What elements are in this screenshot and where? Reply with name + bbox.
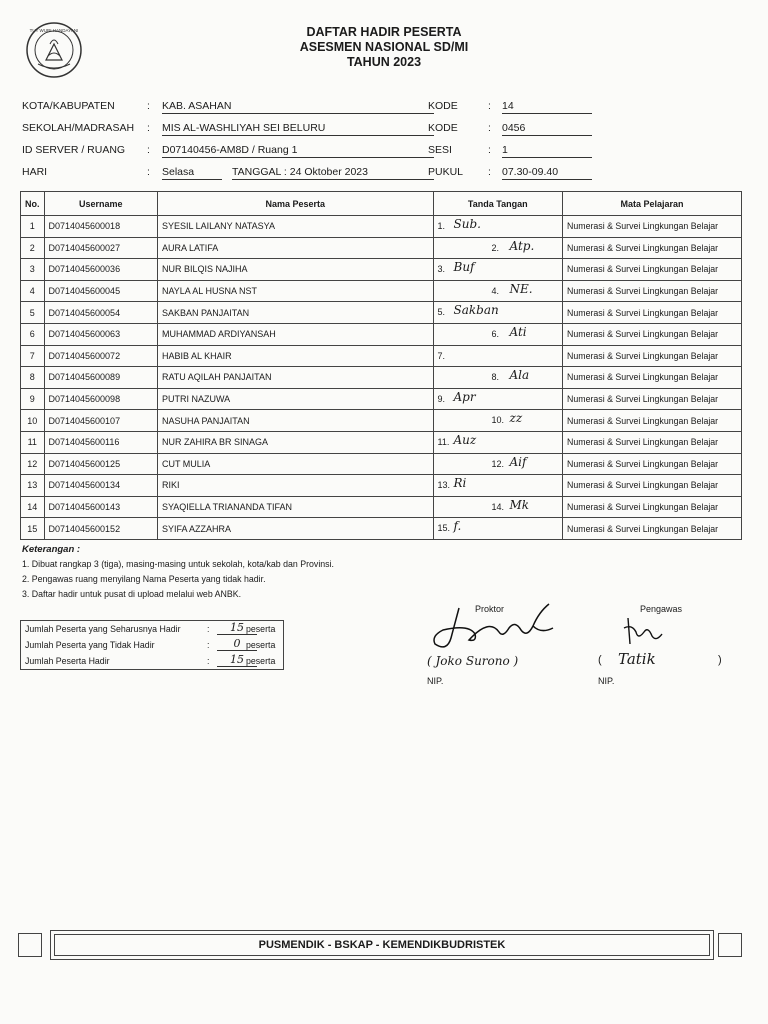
row-mata-pelajaran: Numerasi & Survei Lingkungan Belajar <box>563 431 742 453</box>
table-row <box>21 367 742 389</box>
row-nama-peserta: PUTRI NAZUWA <box>157 388 433 410</box>
row-mata-pelajaran: Numerasi & Survei Lingkungan Belajar <box>563 323 742 345</box>
handwritten-signature: f. <box>453 519 462 534</box>
row-tanda-tangan <box>433 216 563 238</box>
signature-number: 8. <box>491 372 500 383</box>
notes-block <box>22 542 334 602</box>
handwritten-signature: Buf <box>453 260 475 275</box>
row-tanda-tangan <box>433 431 563 453</box>
handwritten-signature: Auz <box>453 432 477 447</box>
row-tanda-tangan <box>433 237 563 259</box>
title-line-1: DAFTAR HADIR PESERTA <box>306 25 462 39</box>
row-username: D0714045600018 <box>44 216 157 238</box>
signature-number: 10. <box>491 415 505 426</box>
row-no: 13 <box>21 475 45 497</box>
colon: : <box>147 166 150 178</box>
row-no: 2 <box>21 237 45 259</box>
row-tanda-tangan <box>433 518 563 540</box>
row-tanda-tangan <box>433 302 563 324</box>
kota-label: KOTA/KABUPATEN <box>22 100 115 112</box>
row-tanda-tangan <box>433 280 563 302</box>
row-no: 9 <box>21 388 45 410</box>
count-value: 0 <box>217 637 257 651</box>
row-tanda-tangan <box>433 345 563 367</box>
row-no: 5 <box>21 302 45 324</box>
note-item: 2. Pengawas ruang menyilang Nama Peserta yang tidak hadir. <box>22 574 266 584</box>
table-row <box>21 475 742 497</box>
table-row <box>21 345 742 367</box>
proktor-label: Proktor <box>475 604 505 614</box>
row-username: D0714045600098 <box>44 388 157 410</box>
header-tanda-tangan: Tanda Tangan <box>433 192 563 216</box>
colon: : <box>147 122 150 134</box>
table-header-row <box>21 192 742 216</box>
row-no: 15 <box>21 518 45 540</box>
attendance-count-box <box>20 620 284 670</box>
row-mata-pelajaran: Numerasi & Survei Lingkungan Belajar <box>563 280 742 302</box>
colon: : <box>207 640 210 650</box>
row-tanda-tangan <box>433 410 563 432</box>
proktor-signature-icon <box>429 598 559 662</box>
row-tanda-tangan <box>433 259 563 281</box>
logo-text: TUT WURI HANDAYANI <box>29 28 79 33</box>
table-row <box>21 259 742 281</box>
handwritten-signature: Apr <box>453 389 476 404</box>
colon: : <box>488 144 491 156</box>
row-no: 7 <box>21 345 45 367</box>
pengawas-name: Tatik <box>618 650 656 668</box>
row-nama-peserta: NASUHA PANJAITAN <box>157 410 433 432</box>
row-nama-peserta: MUHAMMAD ARDIYANSAH <box>157 323 433 345</box>
footer-left-box <box>18 933 42 957</box>
row-nama-peserta: NUR BILQIS NAJIHA <box>157 259 433 281</box>
count-label: Jumlah Peserta yang Seharusnya Hadir <box>25 624 181 634</box>
handwritten-signature: Ala <box>509 368 530 383</box>
sesi-value: 1 <box>502 144 592 158</box>
row-username: D0714045600107 <box>44 410 157 432</box>
row-no: 1 <box>21 216 45 238</box>
row-nama-peserta: AURA LATIFA <box>157 237 433 259</box>
sesi-label: SESI <box>428 144 452 156</box>
count-label: Jumlah Peserta yang Tidak Hadir <box>25 640 155 650</box>
signature-number: 13. <box>437 480 451 491</box>
table-body <box>21 216 742 540</box>
table-row <box>21 237 742 259</box>
row-tanda-tangan <box>433 388 563 410</box>
row-username: D0714045600045 <box>44 280 157 302</box>
pukul-label: PUKUL <box>428 166 464 178</box>
row-username: D0714045600134 <box>44 475 157 497</box>
row-username: D0714045600089 <box>44 367 157 389</box>
footer-banner <box>50 930 714 960</box>
signature-number: 15. <box>437 523 451 534</box>
colon: : <box>147 100 150 112</box>
note-item: 3. Daftar hadir untuk pusat di upload melalui web ANBK. <box>22 589 242 599</box>
pengawas-nip-label: NIP. <box>598 676 615 686</box>
row-no: 6 <box>21 323 45 345</box>
row-nama-peserta: CUT MULIA <box>157 453 433 475</box>
pengawas-open-paren: ( <box>598 654 602 666</box>
row-no: 3 <box>21 259 45 281</box>
signature-number: 5. <box>437 307 446 318</box>
header-no: No. <box>21 192 45 216</box>
colon: : <box>207 624 210 634</box>
kode1-value: 14 <box>502 100 592 114</box>
row-mata-pelajaran: Numerasi & Survei Lingkungan Belajar <box>563 237 742 259</box>
title-line-3: TAHUN 2023 <box>346 55 422 69</box>
row-mata-pelajaran: Numerasi & Survei Lingkungan Belajar <box>563 410 742 432</box>
signature-number: 6. <box>491 328 500 339</box>
colon: : <box>488 122 491 134</box>
count-row-expected <box>21 621 283 637</box>
signature-number: 7. <box>437 350 446 361</box>
table-row <box>21 496 742 518</box>
title-line-2: ASESMEN NASIONAL SD/MI <box>299 40 469 54</box>
count-row-absent <box>21 637 283 653</box>
pengawas-signature-block <box>596 598 736 688</box>
row-tanda-tangan <box>433 496 563 518</box>
row-mata-pelajaran: Numerasi & Survei Lingkungan Belajar <box>563 518 742 540</box>
colon: : <box>207 656 210 666</box>
row-nama-peserta: NUR ZAHIRA BR SINAGA <box>157 431 433 453</box>
row-nama-peserta: NAYLA AL HUSNA NST <box>157 280 433 302</box>
proktor-signature-block <box>425 598 565 688</box>
row-mata-pelajaran: Numerasi & Survei Lingkungan Belajar <box>563 345 742 367</box>
row-mata-pelajaran: Numerasi & Survei Lingkungan Belajar <box>563 388 742 410</box>
signature-number: 11. <box>437 436 450 447</box>
count-unit: peserta <box>246 640 276 650</box>
row-mata-pelajaran: Numerasi & Survei Lingkungan Belajar <box>563 216 742 238</box>
handwritten-signature: Atp. <box>509 238 535 253</box>
row-nama-peserta: HABIB AL KHAIR <box>157 345 433 367</box>
pukul-value: 07.30-09.40 <box>502 166 592 180</box>
info-row-hari <box>22 162 742 182</box>
row-nama-peserta: SYAQIELLA TRIANANDA TIFAN <box>157 496 433 518</box>
signature-number: 2. <box>491 242 500 253</box>
table-row <box>21 453 742 475</box>
count-unit: peserta <box>246 624 276 634</box>
row-tanda-tangan <box>433 475 563 497</box>
table-row <box>21 518 742 540</box>
signature-number: 1. <box>437 221 446 231</box>
row-username: D0714045600027 <box>44 237 157 259</box>
row-nama-peserta: RIKI <box>157 475 433 497</box>
tanggal-value: TANGGAL : 24 Oktober 2023 <box>232 166 434 180</box>
signature-number: 3. <box>437 264 446 275</box>
row-no: 10 <box>21 410 45 432</box>
row-username: D0714045600036 <box>44 259 157 281</box>
row-no: 11 <box>21 431 45 453</box>
proktor-name: ( Joko Surono ) <box>427 654 519 668</box>
document-title <box>0 25 768 70</box>
handwritten-signature: Sakban <box>453 303 499 318</box>
table-row <box>21 302 742 324</box>
row-no: 12 <box>21 453 45 475</box>
table-row <box>21 323 742 345</box>
row-no: 14 <box>21 496 45 518</box>
signature-number: 9. <box>437 393 446 404</box>
table-row <box>21 216 742 238</box>
kota-value: KAB. ASAHAN <box>162 100 434 114</box>
signature-number: 4. <box>491 285 500 296</box>
kode1-label: KODE <box>428 100 458 112</box>
note-item: 1. Dibuat rangkap 3 (tiga), masing-masing untuk sekolah, kota/kab dan Provinsi. <box>22 559 334 569</box>
footer-right-box <box>718 933 742 957</box>
server-label: ID SERVER / RUANG <box>22 144 126 156</box>
header-username: Username <box>44 192 157 216</box>
handwritten-signature: Aif <box>509 454 527 469</box>
table-row <box>21 431 742 453</box>
handwritten-signature: zz <box>509 411 523 426</box>
kode2-value: 0456 <box>502 122 592 136</box>
table-row <box>21 388 742 410</box>
row-no: 4 <box>21 280 45 302</box>
row-nama-peserta: SYIFA AZZAHRA <box>157 518 433 540</box>
row-mata-pelajaran: Numerasi & Survei Lingkungan Belajar <box>563 453 742 475</box>
handwritten-signature: Sub. <box>453 217 481 231</box>
count-value: 15 <box>217 653 257 667</box>
table-row <box>21 410 742 432</box>
header-nama-peserta: Nama Peserta <box>157 192 433 216</box>
info-row-kota <box>22 96 742 116</box>
table-row <box>21 280 742 302</box>
row-tanda-tangan <box>433 367 563 389</box>
kode2-label: KODE <box>428 122 458 134</box>
signature-number: 12. <box>491 458 505 469</box>
pengawas-label: Pengawas <box>640 604 683 614</box>
sekolah-value: MIS AL-WASHLIYAH SEI BELURU <box>162 122 434 136</box>
notes-heading: Keterangan : <box>22 544 81 555</box>
row-username: D0714045600063 <box>44 323 157 345</box>
attendance-table <box>20 191 742 540</box>
colon: : <box>488 166 491 178</box>
pengawas-signature-icon <box>618 614 668 650</box>
info-row-sekolah <box>22 118 742 138</box>
row-mata-pelajaran: Numerasi & Survei Lingkungan Belajar <box>563 259 742 281</box>
count-unit: peserta <box>246 656 276 666</box>
row-username: D0714045600054 <box>44 302 157 324</box>
row-mata-pelajaran: Numerasi & Survei Lingkungan Belajar <box>563 302 742 324</box>
row-mata-pelajaran: Numerasi & Survei Lingkungan Belajar <box>563 475 742 497</box>
row-nama-peserta: SYESIL LAILANY NATASYA <box>157 216 433 238</box>
handwritten-signature: NE. <box>509 281 533 296</box>
hari-label: HARI <box>22 166 48 178</box>
header-mata-pelajaran: Mata Pelajaran <box>563 192 742 216</box>
row-mata-pelajaran: Numerasi & Survei Lingkungan Belajar <box>563 496 742 518</box>
count-value: 15 <box>217 621 257 635</box>
row-no: 8 <box>21 367 45 389</box>
hari-value: Selasa <box>162 166 222 180</box>
row-nama-peserta: SAKBAN PANJAITAN <box>157 302 433 324</box>
colon: : <box>488 100 491 112</box>
count-row-present <box>21 653 283 669</box>
handwritten-signature: Mk <box>509 497 530 512</box>
pengawas-close-paren: ) <box>718 654 722 666</box>
handwritten-signature: Ati <box>509 324 527 339</box>
row-mata-pelajaran: Numerasi & Survei Lingkungan Belajar <box>563 367 742 389</box>
footer-text: PUSMENDIK - BSKAP - KEMENDIKBUDRISTEK <box>54 934 710 956</box>
row-username: D0714045600116 <box>44 431 157 453</box>
handwritten-signature: Ri <box>453 476 467 491</box>
row-username: D0714045600072 <box>44 345 157 367</box>
row-username: D0714045600125 <box>44 453 157 475</box>
info-row-server <box>22 140 742 160</box>
row-nama-peserta: RATU AQILAH PANJAITAN <box>157 367 433 389</box>
row-tanda-tangan <box>433 453 563 475</box>
row-tanda-tangan <box>433 323 563 345</box>
row-username: D0714045600143 <box>44 496 157 518</box>
colon: : <box>147 144 150 156</box>
proktor-nip-label: NIP. <box>427 676 444 686</box>
signature-number: 14. <box>491 501 505 512</box>
sekolah-label: SEKOLAH/MADRASAH <box>22 122 135 134</box>
count-label: Jumlah Peserta Hadir <box>25 656 110 666</box>
row-username: D0714045600152 <box>44 518 157 540</box>
server-value: D07140456-AM8D / Ruang 1 <box>162 144 434 158</box>
